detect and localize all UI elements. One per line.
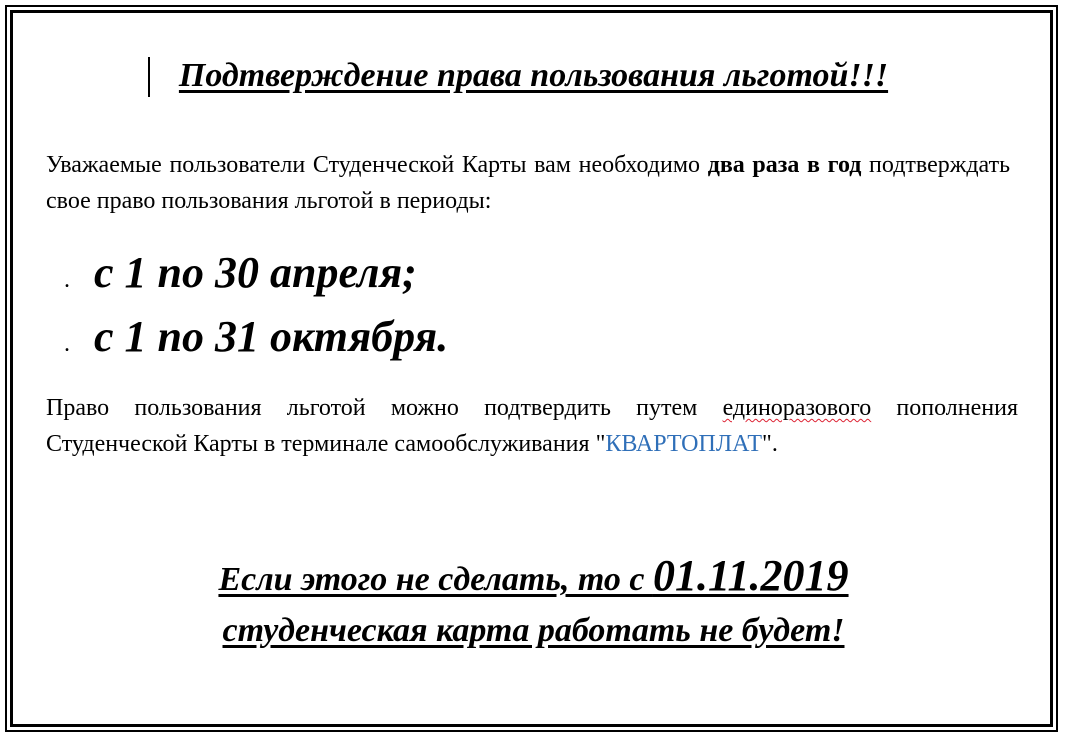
deadline-date: 01.11.2019	[652, 551, 849, 600]
confirm-text: Право пользования льготой можно подтвердить путем	[46, 395, 723, 421]
period-text: с 1 по 31 октября.	[94, 312, 449, 361]
warning-prefix: Если этого не сделать, то с	[218, 561, 653, 598]
bullet-icon: .	[64, 267, 70, 293]
period-item	[64, 311, 448, 362]
misspelled-word: единоразового	[722, 395, 872, 421]
intro-bold-text: два раза в год	[707, 152, 862, 178]
period-text: с 1 по 30 апреля;	[94, 248, 417, 297]
confirm-text-end: ".	[762, 431, 778, 457]
confirm-paragraph	[46, 390, 1018, 462]
period-item	[64, 247, 417, 298]
page-title: Подтверждение права пользования льготой!!!	[178, 57, 889, 94]
confirm-text-2: пополнения Студенческой Карты в терминале самообслуживания "	[46, 395, 1018, 457]
warning-line-1	[0, 550, 1067, 601]
intro-paragraph	[46, 147, 1010, 219]
intro-text-end: подтверждать свое право пользования льготой в периоды:	[46, 152, 1011, 214]
intro-text: Уважаемые пользователи Студенческой Карты вам необходимо	[46, 152, 708, 178]
terminal-name-link[interactable]: КВАРТОПЛАТ	[605, 431, 763, 457]
bullet-icon: .	[64, 331, 70, 357]
warning-line-2: студенческая карта работать не будет!	[222, 612, 845, 649]
